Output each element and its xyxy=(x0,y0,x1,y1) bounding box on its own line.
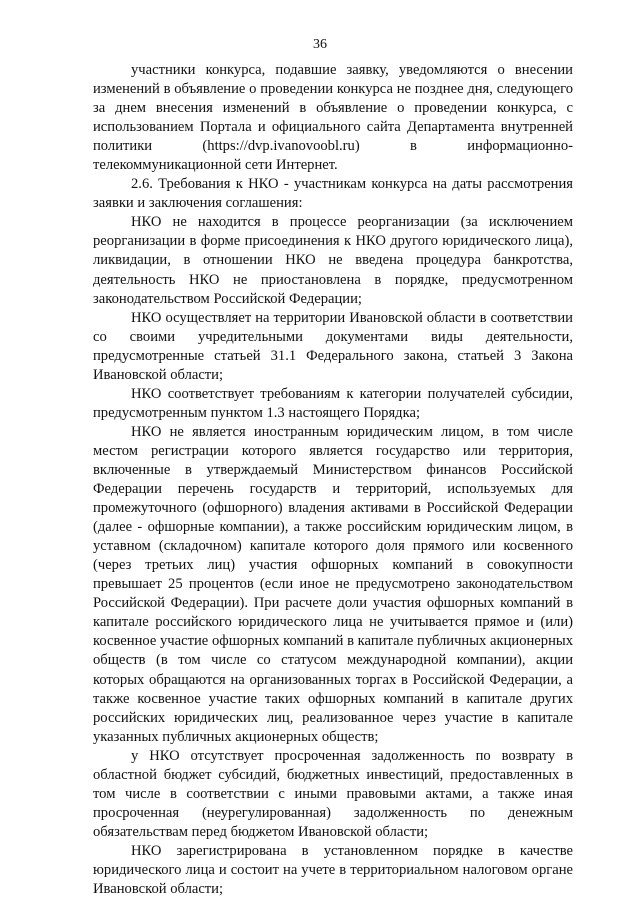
document-body xyxy=(93,61,573,899)
paragraph: у НКО отсутствует просроченная задолженность по возврату в областной бюджет субсидий, бюджетных инвестиций, предоставленных в том числе в соответствии с иными правовыми актами, а также иная просроченная (неурегулированная) задолженность по денежным обязательствам перед бюджетом Ивановской области; xyxy=(93,747,573,840)
page-number: 36 xyxy=(313,37,327,52)
paragraph: 2.6. Требования к НКО - участникам конкурса на даты рассмотрения заявки и заключения соглашения: xyxy=(93,176,573,212)
paragraph: НКО зарегистрирована в установленном порядке в качестве юридического лица и состоит на учете в территориальном налоговом органе Ивановской области; xyxy=(93,842,573,898)
paragraph: НКО не является иностранным юридическим лицом, в том числе местом регистрации которого является государство или территория, включенные в утверждаемый Министерством финансов Российской Федерации перечень государств и территорий, используемых для промежуточного (офшорного) владения активами в Российской Федерации (далее - офшорные компании), а также российским юридическим лицом, в уставном (складочном) капитале которого доля прямого или косвенного (через третьих лиц) участия офшорных компаний в совокупности превышает 25 процентов (если иное не предусмотрено законодательством Российской Федерации). При расчете доли участия офшорных компаний в капитале российского юридического лица не учитывается прямое и (или) косвенное участие офшорных компаний в капитале публичных акционерных обществ (в том числе со статусом международной компании), акции которых обращаются на организованных торгах в Российской Федерации, а также косвенное участие таких офшорных компаний в капитале других российских юридических лиц, реализованное через участие в капитале указанных публичных акционерных обществ; xyxy=(93,423,573,745)
paragraph: НКО не находится в процессе реорганизации (за исключением реорганизации в форме присоединения к НКО другого юридического лица), ликвидации, в отношении НКО не введена процедура банкротства, деятельность НКО не приостановлена в порядке, предусмотренном законодательством Российской Федерации; xyxy=(93,214,573,307)
paragraph: НКО соответствует требованиям к категории получателей субсидии, предусмотренным пунктом 1.3 настоящего Порядка; xyxy=(93,385,573,421)
paragraph: НКО осуществляет на территории Ивановской области в соответствии со своими учредительными документами виды деятельности, предусмотренные статьей 31.1 Федерального закона, статьей 3 Закона Ивановской области; xyxy=(93,309,573,383)
paragraph: участники конкурса, подавшие заявку, уведомляются о внесении изменений в объявление о проведении конкурса не позднее дня, следующего за днем внесения изменений в объявление о проведении конкурса, с использованием Портала и официального сайта Департамента внутренней политики (https://dvp.ivanovoobl.ru) в информационно-телекоммуникационной сети Интернет. xyxy=(93,62,573,174)
